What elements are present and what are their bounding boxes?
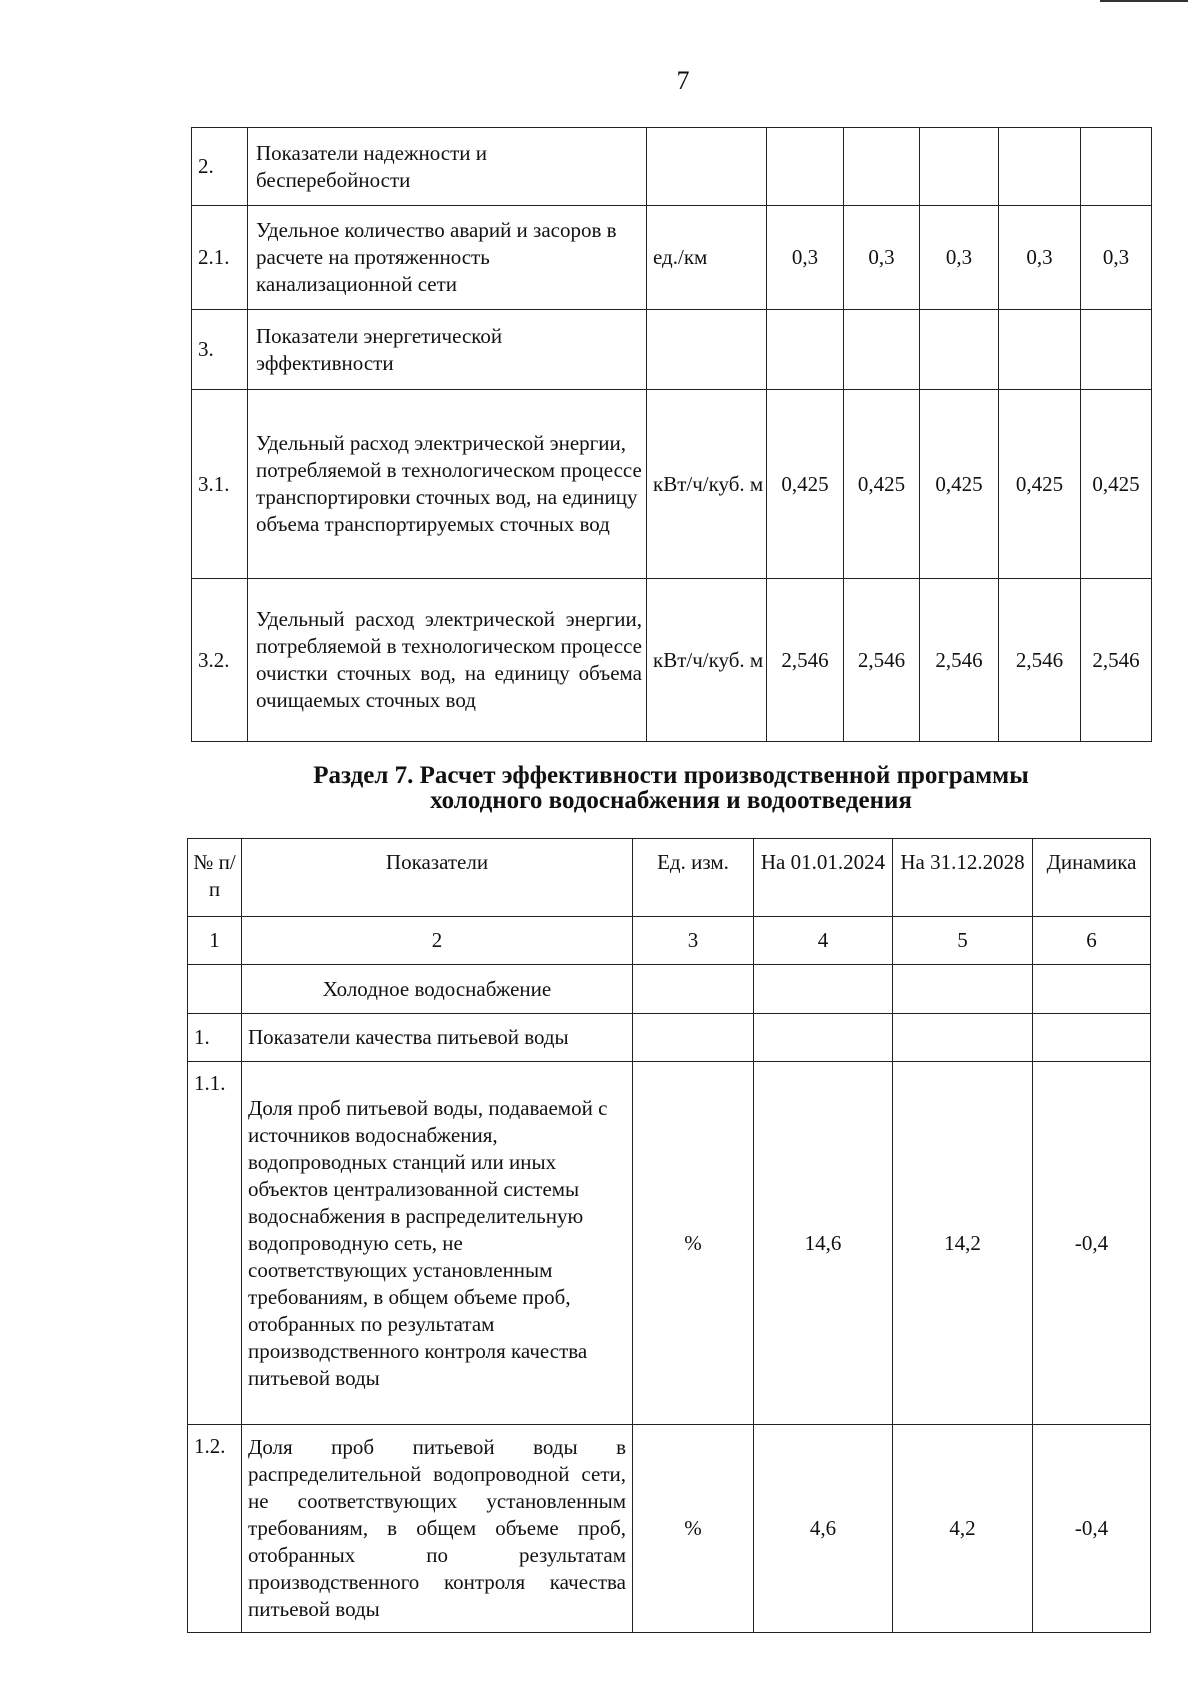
indicator-name: Удельный расход электрической энергии, потребляемой в технологическом процессе очистки сточных вод, на единицу объема очищаемых сточных вод: [248, 579, 647, 742]
empty-cell: [188, 965, 242, 1014]
unit-cell: %: [633, 1425, 754, 1633]
column-number: 2: [242, 917, 633, 965]
empty-cell: [754, 965, 893, 1014]
value-cell: 2,546: [999, 579, 1081, 742]
value-cell: 0,425: [767, 390, 844, 579]
group-row: [188, 965, 1151, 1014]
row-number: 3.2.: [192, 579, 248, 742]
row-number: 1.1.: [188, 1062, 242, 1425]
table-row: [192, 579, 1152, 742]
table-row: [192, 310, 1152, 390]
row-number: 2.: [192, 128, 248, 206]
dynamics-value: -0,4: [1033, 1062, 1151, 1425]
table-row: [192, 128, 1152, 206]
empty-cell: [1033, 965, 1151, 1014]
column-number-row: [188, 917, 1151, 965]
header-start-date: На 01.01.2024: [754, 839, 893, 917]
table-header-row: [188, 839, 1151, 917]
column-number: 3: [633, 917, 754, 965]
value-cell: [999, 128, 1081, 206]
table-row: [192, 206, 1152, 310]
row-number: 2.1.: [192, 206, 248, 310]
indicator-name: Показатели энергетической эффективности: [248, 310, 647, 390]
unit-cell: [647, 310, 767, 390]
section-title-line-2: холодного водоснабжения и водоотведения: [430, 787, 912, 814]
table-row: [188, 1062, 1151, 1425]
header-indicator: Показатели: [242, 839, 633, 917]
dynamics-value: [1033, 1014, 1151, 1062]
value-cell: [767, 128, 844, 206]
row-number: 1.2.: [188, 1425, 242, 1633]
unit-cell: [647, 128, 767, 206]
end-value: 14,2: [893, 1062, 1033, 1425]
header-unit: Ед. изм.: [633, 839, 754, 917]
header-dynamics: Динамика: [1033, 839, 1151, 917]
group-label: Холодное водоснабжение: [242, 965, 633, 1014]
column-number: 6: [1033, 917, 1151, 965]
end-value: [893, 1014, 1033, 1062]
unit-cell: ед./км: [647, 206, 767, 310]
value-cell: 2,546: [1081, 579, 1152, 742]
end-value: 4,2: [893, 1425, 1033, 1633]
value-cell: 0,3: [844, 206, 920, 310]
value-cell: 2,546: [767, 579, 844, 742]
value-cell: 0,425: [920, 390, 999, 579]
indicator-name: Удельное количество аварий и засоров в расчете на протяженность канализационной сети: [248, 206, 647, 310]
empty-cell: [893, 965, 1033, 1014]
empty-cell: [633, 965, 754, 1014]
table-row: [192, 390, 1152, 579]
table-row: [188, 1425, 1151, 1633]
start-value: 14,6: [754, 1062, 893, 1425]
indicators-table-continued: [191, 127, 1152, 742]
value-cell: [767, 310, 844, 390]
row-number: 3.1.: [192, 390, 248, 579]
start-value: [754, 1014, 893, 1062]
value-cell: 2,546: [844, 579, 920, 742]
unit-cell: %: [633, 1062, 754, 1425]
value-cell: [1081, 128, 1152, 206]
column-number: 1: [188, 917, 242, 965]
value-cell: 0,3: [999, 206, 1081, 310]
page-number: 7: [676, 66, 690, 95]
top-rule: [1100, 0, 1188, 2]
header-num: № п/п: [188, 839, 242, 917]
value-cell: [844, 128, 920, 206]
indicator-name: Удельный расход электрической энергии, потребляемой в технологическом процессе транспортировки сточных вод, на единицу объема транспортируемых сточных вод: [248, 390, 647, 579]
indicator-name: Доля проб питьевой воды, подаваемой с источников водоснабжения, водопроводных станций или иных объектов централизованной системы водоснабжения в распределительную водопроводную сеть, не соответствующих установленным требованиям, в общем объеме проб, отобранных по результатам производственного контроля качества питьевой воды: [242, 1062, 633, 1425]
value-cell: [920, 128, 999, 206]
column-number: 4: [754, 917, 893, 965]
unit-cell: кВт/ч/куб. м: [647, 579, 767, 742]
value-cell: [1081, 310, 1152, 390]
indicator-name: Доля проб питьевой воды в распределительной водопроводной сети, не соответствующих установленным требованиям, в общем объеме проб, отобранных по результатам производственного контроля качества питьевой воды: [242, 1425, 633, 1633]
value-cell: 0,425: [1081, 390, 1152, 579]
value-cell: 2,546: [920, 579, 999, 742]
section-title-line-1: Раздел 7. Расчет эффективности производственной программы: [313, 762, 1029, 789]
value-cell: 0,3: [920, 206, 999, 310]
efficiency-table: [187, 838, 1151, 1633]
value-cell: 0,425: [999, 390, 1081, 579]
value-cell: 0,425: [844, 390, 920, 579]
table-row: [188, 1014, 1151, 1062]
value-cell: [844, 310, 920, 390]
unit-cell: кВт/ч/куб. м: [647, 390, 767, 579]
start-value: 4,6: [754, 1425, 893, 1633]
indicator-name: Показатели надежности и бесперебойности: [248, 128, 647, 206]
indicator-name: Показатели качества питьевой воды: [242, 1014, 633, 1062]
value-cell: [999, 310, 1081, 390]
value-cell: [920, 310, 999, 390]
row-number: 1.: [188, 1014, 242, 1062]
column-number: 5: [893, 917, 1033, 965]
value-cell: 0,3: [1081, 206, 1152, 310]
header-end-date: На 31.12.2028: [893, 839, 1033, 917]
section-title: [191, 763, 1151, 813]
dynamics-value: -0,4: [1033, 1425, 1151, 1633]
row-number: 3.: [192, 310, 248, 390]
value-cell: 0,3: [767, 206, 844, 310]
unit-cell: [633, 1014, 754, 1062]
